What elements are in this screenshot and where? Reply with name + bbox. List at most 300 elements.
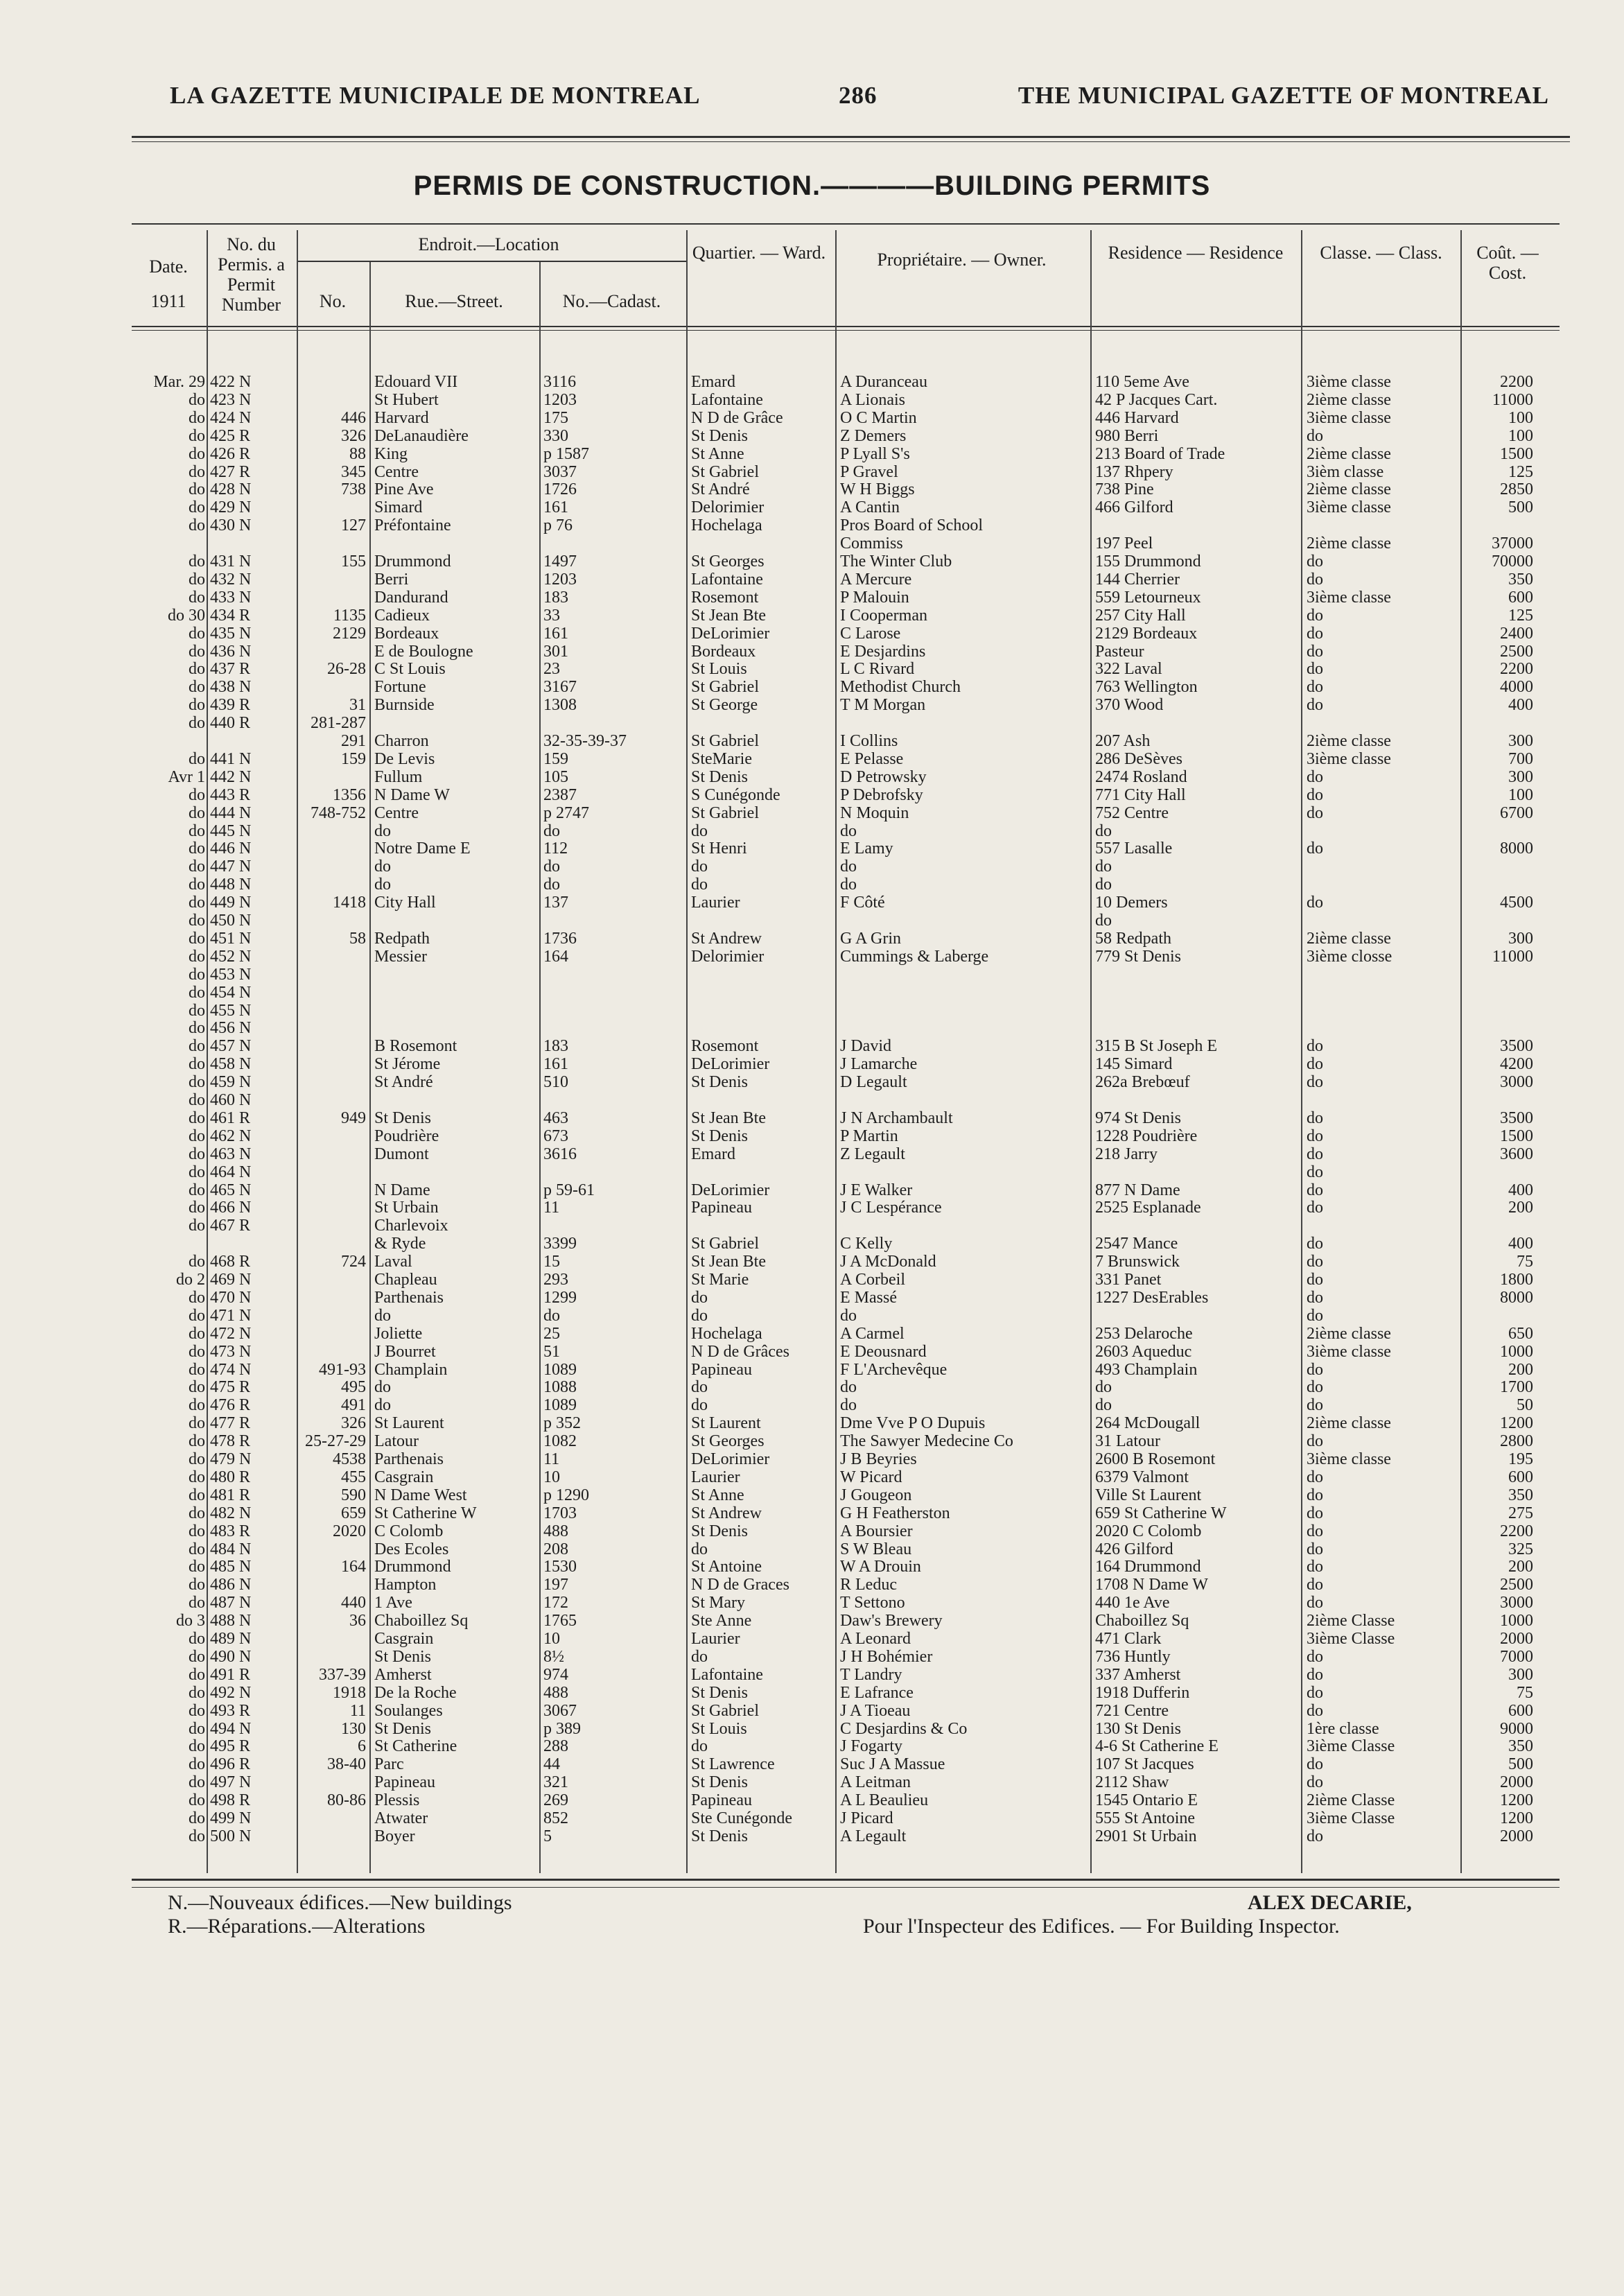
cell-owner: Z Demers — [840, 426, 907, 445]
cell-cost: 4200 — [1500, 1055, 1533, 1074]
cell-cadast: 1765 — [543, 1612, 577, 1630]
cell-date: do — [189, 947, 205, 966]
table-row — [0, 1558, 1624, 1576]
header-owner: Propriétaire. — Owner. — [877, 250, 1047, 270]
cell-residence: 2020 C Colomb — [1095, 1522, 1202, 1540]
cell-residence: Pasteur — [1095, 642, 1144, 661]
cell-street: Parc — [374, 1755, 404, 1774]
cell-residence: 771 City Hall — [1095, 785, 1186, 804]
cell-no: 130 — [341, 1719, 366, 1738]
cell-street: Casgrain — [374, 1630, 434, 1648]
table-row — [0, 1199, 1624, 1217]
cell-cost: 70000 — [1492, 553, 1533, 571]
cell-street: St Catherine W — [374, 1504, 477, 1522]
cell-ward: Laurier — [691, 1468, 740, 1486]
cell-cadast: 1203 — [543, 570, 577, 589]
cell-class: 2ième classe — [1307, 444, 1391, 463]
cell-owner: W H Biggs — [840, 480, 915, 499]
cell-ward: St Jean Bte — [691, 1108, 766, 1127]
cell-residence: 440 1e Ave — [1095, 1594, 1170, 1612]
cell-permit: 441 N — [210, 749, 252, 768]
cell-cost: 500 — [1508, 1755, 1533, 1774]
cell-permit: 454 N — [210, 983, 252, 1002]
legend-alterations: R.—Réparations.—Alterations — [168, 1915, 426, 1938]
table-row — [0, 1037, 1624, 1055]
page-number: 286 — [839, 82, 878, 109]
cell-date: do — [189, 1576, 205, 1594]
cell-residence: 471 Clark — [1095, 1630, 1162, 1648]
cell-owner: A L Beaulieu — [840, 1791, 929, 1810]
cell-no: 291 — [341, 732, 366, 750]
cell-no: 2020 — [333, 1522, 366, 1540]
cell-ward: St Laurent — [691, 1414, 761, 1433]
cell-date: do — [189, 785, 205, 804]
cell-residence: 331 Panet — [1095, 1271, 1162, 1289]
table-row — [0, 1235, 1624, 1253]
cell-permit: 481 R — [210, 1486, 251, 1504]
table-row — [0, 1755, 1624, 1773]
cell-ward: St Gabriel — [691, 462, 759, 481]
header-cadast: No.—Cadast. — [562, 291, 661, 311]
cell-owner: N Moquin — [840, 803, 909, 822]
cell-no: 748-752 — [311, 803, 366, 822]
cell-permit: 423 N — [210, 390, 252, 409]
cell-class: do — [1307, 1055, 1323, 1074]
table-row — [0, 498, 1624, 516]
cell-class: do — [1307, 1396, 1323, 1415]
cell-date: do — [189, 1773, 205, 1792]
cell-owner: E Pelasse — [840, 749, 904, 768]
cell-street: E de Boulogne — [374, 642, 473, 661]
cell-permit: 433 N — [210, 588, 252, 607]
cell-cost: 300 — [1508, 1665, 1533, 1684]
cell-permit: 486 N — [210, 1576, 252, 1594]
cell-class: 3ième Classe — [1307, 1630, 1395, 1648]
cell-residence: 207 Ash — [1095, 732, 1151, 750]
cell-date: do — [189, 1701, 205, 1720]
cell-residence: 1708 N Dame W — [1095, 1576, 1208, 1594]
cell-residence: 446 Harvard — [1095, 408, 1179, 427]
cell-cadast: 51 — [543, 1342, 560, 1361]
cell-no: 6 — [358, 1737, 366, 1756]
table-row — [0, 373, 1624, 391]
cell-ward: St Henri — [691, 840, 747, 858]
cell-ward: N D de Grâce — [691, 408, 783, 427]
table-row — [0, 553, 1624, 571]
cell-class: do — [1307, 1486, 1323, 1504]
cell-owner: P Malouin — [840, 588, 909, 607]
table-row — [0, 1325, 1624, 1343]
cell-class: do — [1307, 1773, 1323, 1792]
cell-class: do — [1307, 660, 1323, 679]
cell-residence: 466 Gilford — [1095, 498, 1173, 517]
cell-ward: Hochelaga — [691, 1324, 762, 1343]
cell-cost: 100 — [1508, 785, 1533, 804]
cell-ward: Lafontaine — [691, 570, 763, 589]
cell-ward: St Andrew — [691, 929, 762, 948]
cell-no: 590 — [341, 1486, 366, 1504]
cell-permit: 480 R — [210, 1468, 251, 1486]
cell-cost: 600 — [1508, 1701, 1533, 1720]
table-row — [0, 1809, 1624, 1827]
cell-street: DeLanaudière — [374, 426, 469, 445]
table-row — [0, 480, 1624, 498]
cell-street: Burnside — [374, 696, 435, 715]
cell-street: Harvard — [374, 408, 429, 427]
cell-owner: P Lyall S's — [840, 444, 910, 463]
table-row — [0, 1145, 1624, 1163]
cell-ward: DeLorimier — [691, 1450, 770, 1468]
cell-date: do — [189, 894, 205, 912]
cell-class: do — [1307, 1647, 1323, 1666]
table-row — [0, 786, 1624, 804]
cell-street: do — [374, 1396, 391, 1415]
cell-permit: 455 N — [210, 1001, 252, 1020]
cell-ward: Papineau — [691, 1199, 752, 1217]
cell-date: do — [189, 1468, 205, 1486]
cell-ward: do — [691, 1378, 708, 1397]
cell-owner: G A Grin — [840, 929, 902, 948]
cell-street: J Bourret — [374, 1342, 436, 1361]
cell-class: 2ième classe — [1307, 929, 1391, 948]
cell-date: do — [189, 1504, 205, 1522]
cell-permit: 466 N — [210, 1199, 252, 1217]
cell-cost: 2000 — [1500, 1827, 1533, 1845]
cell-owner: J David — [840, 1037, 891, 1056]
cell-permit: 452 N — [210, 947, 252, 966]
cell-ward: St Marie — [691, 1271, 749, 1289]
cell-cadast: 1736 — [543, 929, 577, 948]
cell-class: 2ième classe — [1307, 480, 1391, 499]
cell-owner: Cummings & Laberge — [840, 947, 989, 966]
cell-date: do — [189, 1019, 205, 1038]
cell-cadast: 137 — [543, 894, 568, 912]
cell-cadast: 1082 — [543, 1432, 577, 1451]
cell-permit: 438 N — [210, 678, 252, 697]
cell-street: Centre — [374, 462, 419, 481]
cell-cost: 195 — [1508, 1450, 1533, 1468]
cell-date: do — [189, 678, 205, 697]
cell-date: do — [189, 965, 205, 984]
cell-residence: 155 Drummond — [1095, 553, 1201, 571]
cell-class: do — [1307, 1504, 1323, 1522]
cell-cadast: 23 — [543, 660, 560, 679]
cell-street: St Denis — [374, 1108, 432, 1127]
cell-street: Amherst — [374, 1665, 432, 1684]
cell-street: do — [374, 876, 391, 894]
cell-class: do — [1307, 1701, 1323, 1720]
cell-cost: 350 — [1508, 1737, 1533, 1756]
cell-street: King — [374, 444, 408, 463]
cell-owner: J Picard — [840, 1809, 893, 1827]
cell-ward: SteMarie — [691, 749, 752, 768]
cell-no: 4538 — [333, 1450, 366, 1468]
cell-cadast: 5 — [543, 1827, 552, 1845]
cell-owner: I Cooperman — [840, 606, 927, 625]
cell-permit: 428 N — [210, 480, 252, 499]
cell-owner: do — [840, 1306, 857, 1325]
cell-owner: J A Tioeau — [840, 1701, 911, 1720]
cell-owner: A Boursier — [840, 1522, 913, 1540]
cell-street: Centre — [374, 803, 419, 822]
cell-ward: St Lawrence — [691, 1755, 775, 1774]
cell-residence: 1545 Ontario E — [1095, 1791, 1198, 1810]
table-row — [0, 1019, 1624, 1037]
cell-cadast: 1088 — [543, 1378, 577, 1397]
cell-permit: 496 R — [210, 1755, 251, 1774]
table-row — [0, 463, 1624, 481]
cell-cost: 2200 — [1500, 373, 1533, 391]
cell-ward: Rosemont — [691, 1037, 759, 1056]
cell-date: do — [189, 803, 205, 822]
cell-owner: W Picard — [840, 1468, 902, 1486]
cell-owner: Pros Board of School — [840, 516, 983, 535]
table-row — [0, 696, 1624, 714]
cell-cadast: 161 — [543, 1055, 568, 1074]
cell-cadast: do — [543, 858, 560, 876]
cell-ward: St Denis — [691, 1073, 749, 1092]
cell-cost: 75 — [1517, 1253, 1533, 1271]
cell-permit: 445 N — [210, 821, 252, 840]
table-row — [0, 1055, 1624, 1073]
cell-permit: 442 N — [210, 767, 252, 786]
cell-cadast: 164 — [543, 947, 568, 966]
cell-residence: do — [1095, 876, 1112, 894]
cell-residence: 877 N Dame — [1095, 1181, 1180, 1199]
cell-owner: E Lafrance — [840, 1683, 914, 1702]
table-row — [0, 1396, 1624, 1414]
cell-owner: J B Beyries — [840, 1450, 917, 1468]
cell-class: do — [1307, 1199, 1323, 1217]
cell-cadast: 15 — [543, 1253, 560, 1271]
cell-ward: St Jean Bte — [691, 606, 766, 625]
cell-cadast: 1203 — [543, 390, 577, 409]
cell-class: 3ième closse — [1307, 947, 1392, 966]
cell-owner: A Duranceau — [840, 373, 927, 391]
table-row — [0, 1163, 1624, 1181]
cell-cadast: 105 — [543, 767, 568, 786]
cell-owner: P Gravel — [840, 462, 898, 481]
cell-date: do — [189, 444, 205, 463]
cell-ward: St Mary — [691, 1594, 745, 1612]
cell-residence: 2901 St Urbain — [1095, 1827, 1197, 1845]
running-head-right: THE MUNICIPAL GAZETTE OF MONTREAL — [1018, 82, 1549, 109]
cell-permit: 467 R — [210, 1217, 251, 1235]
cell-cost: 600 — [1508, 588, 1533, 607]
cell-date: do — [189, 1001, 205, 1020]
cell-cost: 1500 — [1500, 444, 1533, 463]
cell-date: do — [189, 1288, 205, 1307]
cell-street: Poudrière — [374, 1127, 439, 1145]
cell-owner: P Debrofsky — [840, 785, 923, 804]
cell-ward: St Antoine — [691, 1558, 762, 1576]
cell-date: do — [189, 462, 205, 481]
cell-no: 491 — [341, 1396, 366, 1415]
cell-street: Soulanges — [374, 1701, 443, 1720]
cell-class: do — [1307, 642, 1323, 661]
table-row — [0, 1648, 1624, 1666]
header-permit: No. du Permis. a Permit Number — [218, 234, 285, 315]
cell-date: do — [189, 1486, 205, 1504]
cell-street: Joliette — [374, 1324, 423, 1343]
cell-date: do — [189, 498, 205, 517]
cell-date: do — [189, 408, 205, 427]
table-row — [0, 1450, 1624, 1468]
cell-class: 3ième classe — [1307, 588, 1391, 607]
cell-date: do — [189, 570, 205, 589]
cell-class: do — [1307, 1522, 1323, 1540]
cell-cost: 300 — [1508, 732, 1533, 750]
cell-ward: Bordeaux — [691, 642, 756, 661]
cell-date: do — [189, 1647, 205, 1666]
cell-class: do — [1307, 426, 1323, 445]
cell-cost: 8000 — [1500, 1288, 1533, 1307]
cell-residence: 2474 Rosland — [1095, 767, 1187, 786]
cell-residence: 197 Peel — [1095, 534, 1153, 553]
cell-cadast: 8½ — [543, 1647, 564, 1666]
cell-no: 36 — [349, 1612, 366, 1630]
cell-class: 2ième classe — [1307, 534, 1391, 553]
cell-ward: St Denis — [691, 1827, 749, 1845]
cell-permit: 473 N — [210, 1342, 252, 1361]
cell-permit: 498 R — [210, 1791, 251, 1810]
cell-permit: 440 R — [210, 714, 251, 733]
cell-ward: do — [691, 1396, 708, 1415]
cell-cadast: 852 — [543, 1809, 568, 1827]
cell-no: 345 — [341, 462, 366, 481]
cell-date: do — [189, 1378, 205, 1397]
cell-cost: 37000 — [1492, 534, 1533, 553]
cell-no: 88 — [349, 444, 366, 463]
cell-residence: 10 Demers — [1095, 894, 1168, 912]
cell-date: do — [189, 1360, 205, 1379]
cell-street: Pine Ave — [374, 480, 434, 499]
cell-date: do — [189, 1108, 205, 1127]
signature-role: Pour l'Inspecteur des Edifices. — For Building Inspector. — [863, 1915, 1340, 1938]
cell-cost: 3500 — [1500, 1037, 1533, 1056]
cell-permit: 430 N — [210, 516, 252, 535]
cell-date: do — [189, 480, 205, 499]
cell-owner: A Carmel — [840, 1324, 905, 1343]
cell-class: do — [1307, 1558, 1323, 1576]
cell-date: do — [189, 821, 205, 840]
cell-cost: 4500 — [1500, 894, 1533, 912]
cell-ward: do — [691, 1288, 708, 1307]
cell-cadast: p 76 — [543, 516, 573, 535]
cell-no: 949 — [341, 1108, 366, 1127]
cell-street: C Colomb — [374, 1522, 444, 1540]
cell-ward: Delorimier — [691, 498, 765, 517]
cell-residence: 2112 Shaw — [1095, 1773, 1169, 1792]
cell-date: do — [189, 929, 205, 948]
table-row — [0, 1307, 1624, 1325]
header-bottom-rule — [132, 326, 1560, 327]
table-row — [0, 1702, 1624, 1720]
cell-owner: G H Featherston — [840, 1504, 950, 1522]
cell-class: do — [1307, 570, 1323, 589]
table-row — [0, 1720, 1624, 1738]
cell-owner: A Mercure — [840, 570, 912, 589]
cell-date: do — [189, 1665, 205, 1684]
cell-street: Berri — [374, 570, 409, 589]
cell-date: do — [189, 1306, 205, 1325]
cell-permit: 497 N — [210, 1773, 252, 1792]
cell-permit: 449 N — [210, 894, 252, 912]
cell-street: Casgrain — [374, 1468, 434, 1486]
signature-name: ALEX DECARIE, — [1248, 1891, 1412, 1914]
table-row — [0, 445, 1624, 463]
cell-permit: 432 N — [210, 570, 252, 589]
cell-permit: 470 N — [210, 1288, 252, 1307]
cell-no: 1135 — [333, 606, 366, 625]
cell-date: do — [189, 588, 205, 607]
header-date: Date. — [149, 256, 188, 277]
cell-no: 2129 — [333, 624, 366, 643]
cell-cost: 2200 — [1500, 660, 1533, 679]
cell-street: Notre Dame E — [374, 840, 471, 858]
cell-no: 1918 — [333, 1683, 366, 1702]
cell-owner: E Desjardins — [840, 642, 926, 661]
cell-residence: Chaboillez Sq — [1095, 1612, 1189, 1630]
cell-no: 58 — [349, 929, 366, 948]
cell-date: do — [189, 1037, 205, 1056]
cell-class: do — [1307, 894, 1323, 912]
table-row — [0, 1361, 1624, 1379]
cell-cadast: p 1587 — [543, 444, 589, 463]
cell-cadast: 3037 — [543, 462, 577, 481]
cell-date: do — [189, 1342, 205, 1361]
cell-class: 1ère classe — [1307, 1719, 1379, 1738]
cell-ward: St Denis — [691, 1522, 749, 1540]
cell-ward: Emard — [691, 1145, 735, 1163]
cell-owner: F Côté — [840, 894, 885, 912]
cell-cost: 100 — [1508, 426, 1533, 445]
cell-residence: 130 St Denis — [1095, 1719, 1182, 1738]
cell-no: 738 — [341, 480, 366, 499]
cell-no: 159 — [341, 749, 366, 768]
cell-owner: L C Rivard — [840, 660, 915, 679]
cell-cadast: 321 — [543, 1773, 568, 1792]
cell-date: do — [189, 390, 205, 409]
cell-ward: Hochelaga — [691, 516, 762, 535]
cell-class: 2ième classe — [1307, 1414, 1391, 1433]
cell-cadast: 269 — [543, 1791, 568, 1810]
cell-date: do 30 — [168, 606, 205, 625]
cell-cost: 75 — [1517, 1683, 1533, 1702]
cell-class: do — [1307, 1540, 1323, 1558]
cell-class: 2ième classe — [1307, 390, 1391, 409]
cell-cost: 275 — [1508, 1504, 1533, 1522]
cell-no: 80-86 — [327, 1791, 366, 1810]
cell-permit: 443 R — [210, 785, 251, 804]
cell-owner: J N Archambault — [840, 1108, 953, 1127]
cell-street: St Urbain — [374, 1199, 439, 1217]
cell-class: 2ième classe — [1307, 1324, 1391, 1343]
cell-owner: Commiss — [840, 534, 903, 553]
table-row — [0, 1271, 1624, 1289]
table-row — [0, 804, 1624, 822]
cell-cadast: 44 — [543, 1755, 560, 1774]
cell-owner: R Leduc — [840, 1576, 897, 1594]
cell-date: do — [189, 426, 205, 445]
cell-street: Messier — [374, 947, 427, 966]
cell-permit: 436 N — [210, 642, 252, 661]
cell-residence: 736 Huntly — [1095, 1647, 1171, 1666]
cell-no: 25-27-29 — [305, 1432, 366, 1451]
cell-ward: St Jean Bte — [691, 1253, 766, 1271]
cell-cost: 200 — [1508, 1558, 1533, 1576]
table-row — [0, 1684, 1624, 1702]
